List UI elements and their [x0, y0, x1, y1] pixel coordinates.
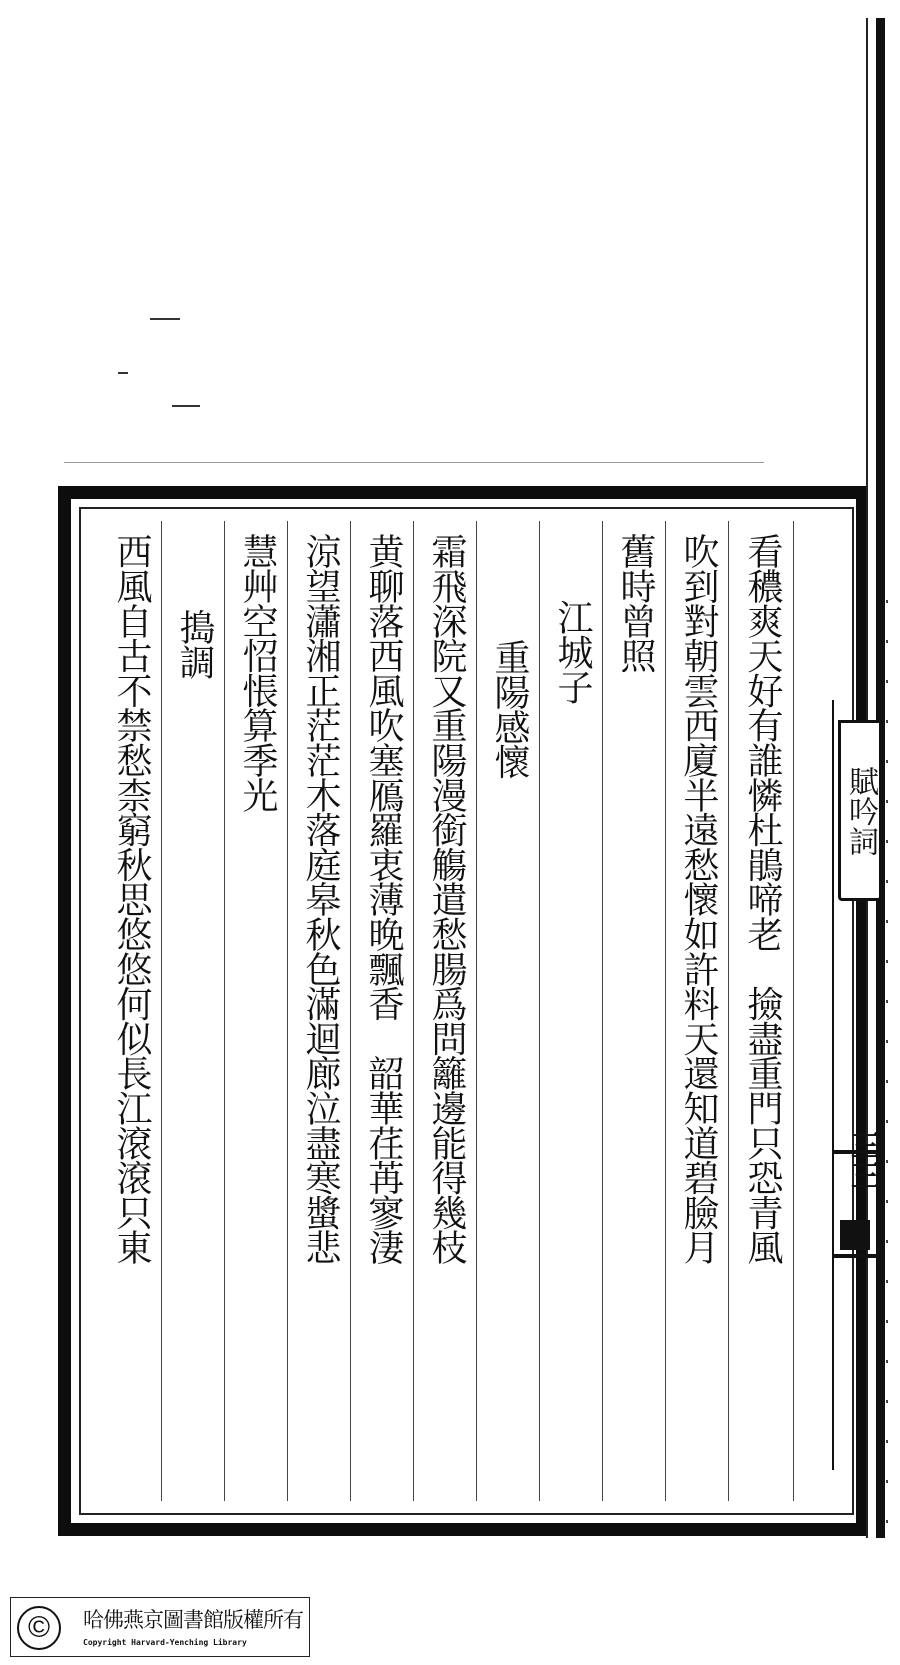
- copyright-english: Copyright Harvard-Yenching Library: [83, 1638, 247, 1647]
- column-rule: [728, 521, 729, 1501]
- section-heading: 江城子: [552, 599, 593, 704]
- column-rule: [476, 521, 477, 1501]
- column-rule: [350, 521, 351, 1501]
- scan-speck: [150, 318, 180, 320]
- banxin-title: 賦吟詞: [838, 720, 882, 901]
- page-number: 三三: [845, 1130, 880, 1190]
- copyright-stamp: [10, 1597, 310, 1657]
- section-heading: 搗調: [174, 609, 215, 679]
- text-column: 慧艸空怊悵算季光: [237, 533, 278, 812]
- page-border: [58, 486, 866, 1536]
- poem-title: 重陽感懷: [489, 639, 530, 779]
- column-rule: [413, 521, 414, 1501]
- text-column: 吹到對朝雲西廈半遠愁懷如許料天還知道碧臉月: [678, 533, 719, 1264]
- scan-speck: [172, 405, 200, 407]
- text-column: 舊時曾照: [615, 533, 656, 673]
- text-column: 涼望瀟湘正茫茫木落庭皋秋色滿迴廊泣盡寒螿悲: [300, 533, 341, 1264]
- text-column: 霜飛深院又重陽漫銜觴遣愁腸爲問籬邊能得幾枝: [426, 533, 467, 1264]
- text-column: 西風自古不禁愁柰窮秋思悠悠何似長江滾滾只東: [111, 533, 152, 1264]
- scan-speck: [64, 462, 764, 463]
- column-rule: [224, 521, 225, 1501]
- copyright-icon: ©: [17, 1606, 61, 1650]
- text-column: 看穠爽天好有誰憐杜鵑啼老 撿盡重門只恐青風: [742, 533, 783, 1264]
- column-rule: [161, 521, 162, 1501]
- column-rule: [287, 521, 288, 1501]
- scan-speck: [118, 372, 128, 374]
- column-rule: [665, 521, 666, 1501]
- text-column: 黄聊落西風吹塞鴈羅衷薄晚飄香 韶華荏苒寥淒: [363, 533, 404, 1264]
- column-rule: [602, 521, 603, 1501]
- banxin-centre-block: [832, 700, 880, 1470]
- column-rule: [793, 521, 794, 1501]
- copyright-chinese: 哈佛燕京圖書館版權所有: [83, 1608, 303, 1632]
- black-mouth-mark: [840, 1220, 870, 1250]
- binding-stitch-marks: [886, 600, 888, 1550]
- column-rule: [539, 521, 540, 1501]
